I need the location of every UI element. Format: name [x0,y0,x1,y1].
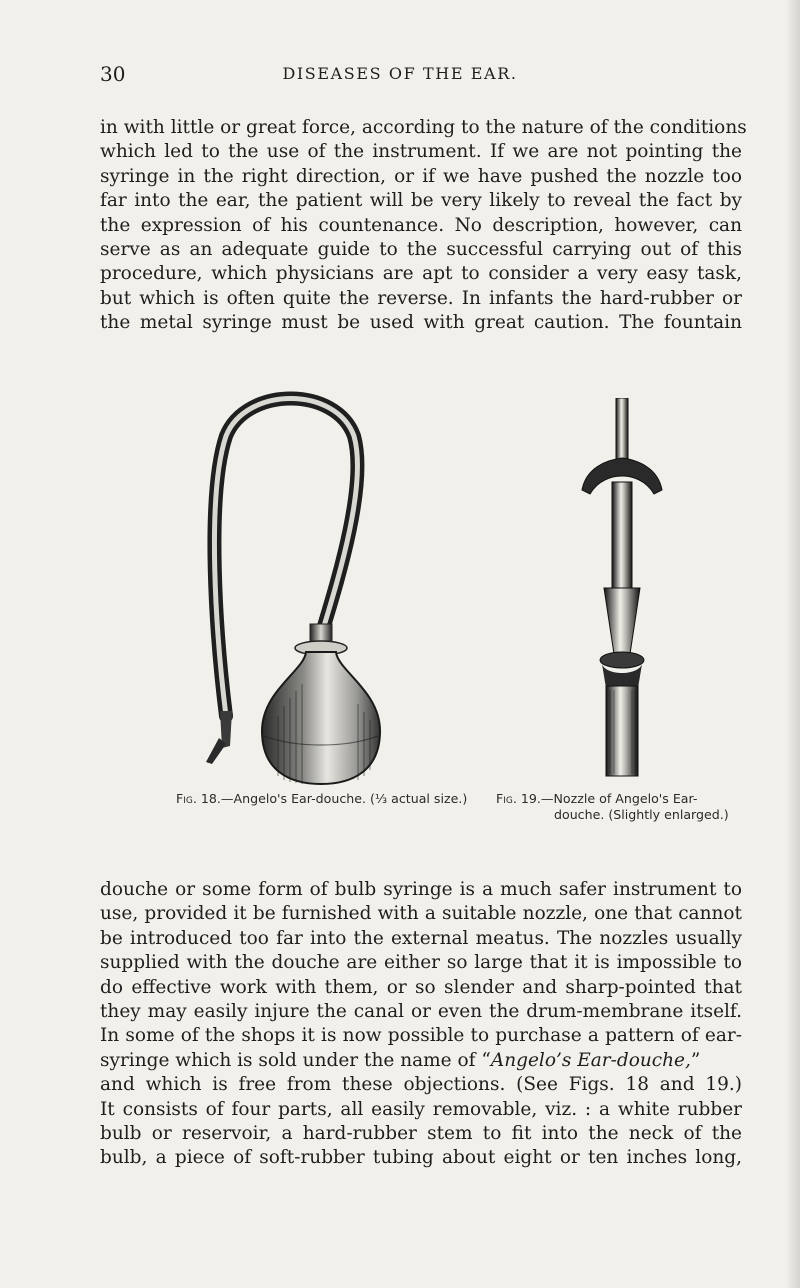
figure-19-label: Fig. 19. [496,791,541,806]
text-line: be introduced too far into the external meatus. The nozzles usually [100,927,742,949]
paragraph-2 [100,878,742,1171]
text-line: douche or some form of bulb syringe is a much safer instrument to [100,879,742,900]
text-line: serve as an adequate guide to the successful carrying out of this [100,239,742,261]
paragraph-1 [100,116,747,336]
text-line: do effective work with them, or so slender and sharp-pointed that [100,976,742,998]
text-line: which led to the use of the instrument. If we are not pointing the [100,141,742,163]
text-line: supplied with the douche are either so large that it is impossible to [100,952,742,974]
figure-18-text: —Angelo's Ear-douche. (⅓ actual size.) [220,791,468,806]
figure-19-caption [496,791,729,823]
text-line: procedure, which physicians are apt to consider a very easy task, [100,263,742,285]
text-line: bulb, a piece of soft-rubber tubing about eight or ten inches long, [100,1147,742,1169]
text-line: and which is free from these objections. (See Figs. 18 and 19.) [100,1074,742,1096]
text-line-before-title: syringe which is sold under the name of “ [100,1049,491,1071]
running-title: DISEASES OF THE EAR. [282,64,518,83]
instrument-name: Angelo’s Ear-douche, [490,1049,691,1071]
text-line: use, provided it be furnished with a suitable nozzle, one that cannot [100,903,742,925]
text-line: the expression of his countenance. No description, however, can [100,214,742,236]
ear-douche-illustration [186,386,396,786]
page-number: 30 [100,62,126,86]
figures-block [0,380,800,850]
figure-19-text-line-2: douche. (Slightly enlarged.) [554,807,729,822]
nozzle-illustration [576,398,668,778]
text-line: far into the ear, the patient will be very likely to reveal the fact by [100,190,742,212]
figure-18-caption [176,791,467,807]
running-head [0,62,800,92]
figure-18-label: Fig. 18. [176,791,221,806]
text-line: they may easily injure the canal or even the drum-membrane itself. [100,1001,742,1023]
text-line [100,1049,742,1073]
text-line: In some of the shops it is now possible to purchase a pattern of ear- [100,1025,742,1047]
text-line: bulb or reservoir, a hard-rubber stem to fit into the neck of the [100,1123,742,1145]
figure-19-text: —Nozzle of Angelo's Ear- [540,791,698,806]
text-line: but which is often quite the reverse. In infants the hard-rubber or [100,287,742,309]
text-line: It consists of four parts, all easily removable, viz. : a white rubber [100,1098,742,1120]
text-line: in with little or great force, according to the nature of the conditions [100,117,747,138]
text-line: syringe in the right direction, or if we have pushed the nozzle too [100,165,742,187]
text-line: the metal syringe must be used with great caution. The fountain [100,312,742,334]
closing-quote: ” [690,1049,701,1071]
